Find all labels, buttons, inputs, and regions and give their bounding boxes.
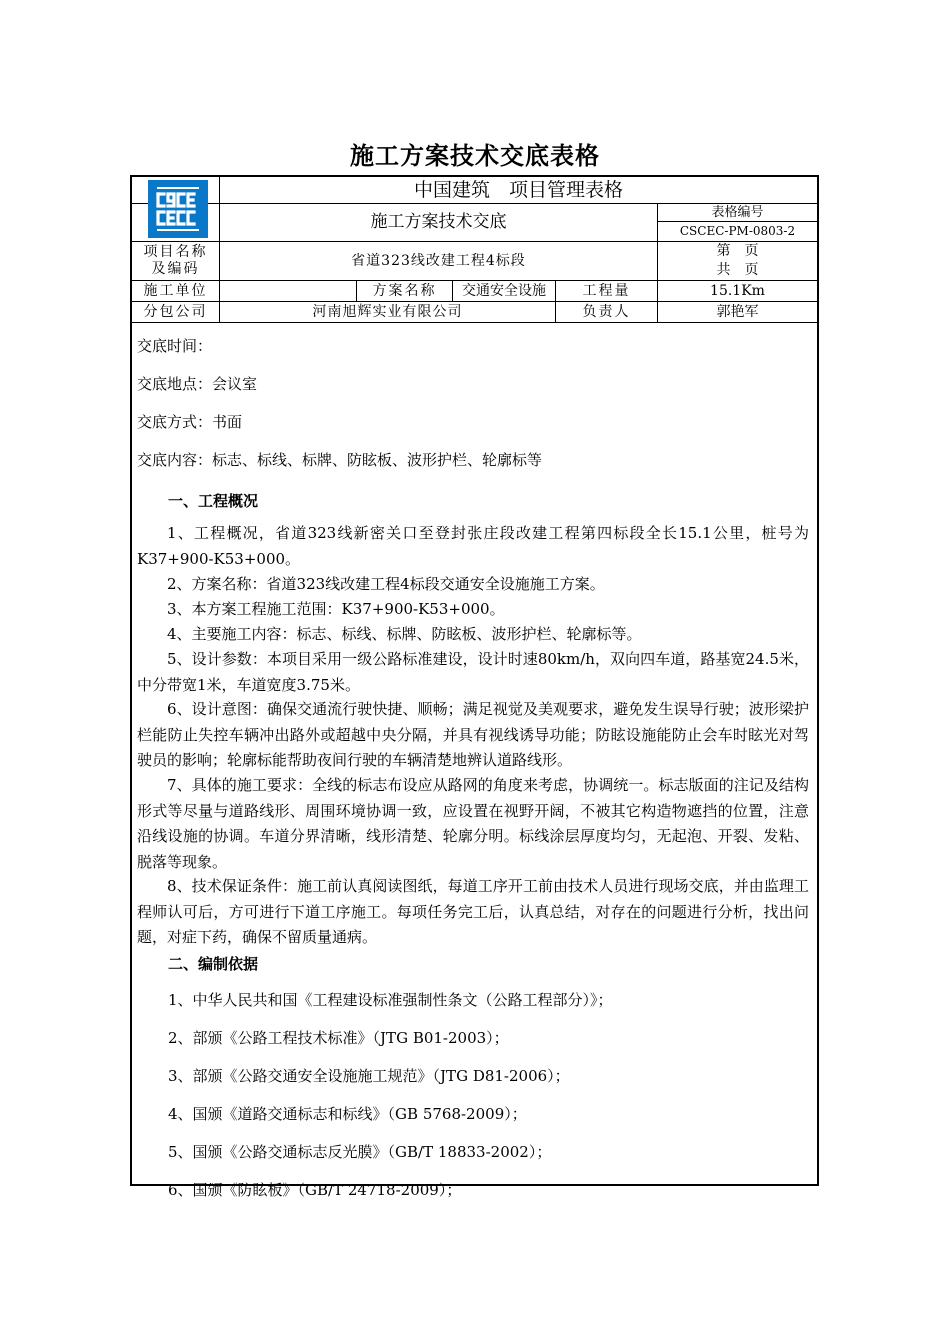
para-4: 4、主要施工内容：标志、标线、标牌、防眩板、波形护栏、轮廓标等。: [167, 625, 642, 643]
quantity-value: 15.1Km: [710, 282, 765, 299]
page-number: 第 页: [716, 243, 759, 259]
org-title: 中国建筑 项目管理表格: [413, 178, 623, 201]
para-3: 3、本方案工程施工范围：K37+900-K53+000。: [167, 600, 505, 618]
reference-item: 4、国颁《道路交通标志和标线》（GB 5768-2009）；: [168, 1105, 527, 1123]
section1-heading: 一、工程概况: [168, 492, 259, 510]
project-label: 项目名称 及编码: [143, 244, 208, 277]
sub-value: 河南旭辉实业有限公司: [312, 303, 463, 320]
form-table: [130, 175, 819, 1199]
project-value: 省道323线改建工程4标段: [351, 252, 526, 269]
resp-label: 负责人: [582, 303, 631, 320]
reference-item: 3、部颁《公路交通安全设施施工规范》（JTG D81-2006）；: [168, 1067, 570, 1085]
form-code: CSCEC-PM-0803-2: [679, 224, 796, 238]
cscec-logo: [148, 180, 208, 238]
unit-value: [220, 281, 356, 301]
para-8: 8、技术保证条件：施工前认真阅读图纸，每道工序开工前由技术人员进行现场交底，并由监理工程师认可后，方可进行下道工序施工。每项任务完工后，认真总结，对存在的问题进行分析，找出问题，对症下药，确保不留质量通病。: [137, 877, 809, 946]
plan-value: 交通安全设施: [462, 282, 546, 299]
section2-heading: 二、编制依据: [168, 955, 259, 973]
reference-item: 1、中华人民共和国《工程建设标准强制性条文（公路工程部分）》；: [168, 991, 613, 1009]
page-total: 共 页: [716, 262, 759, 278]
form-code-label: 表格编号: [711, 205, 764, 220]
sub-label: 分包公司: [143, 303, 208, 320]
para-1: 1、工程概况，省道323线新密关口至登封张庄段改建工程第四标段全长15.1公里，桩号为K37+900-K53+000。: [137, 524, 809, 568]
reference-item: 2、部颁《公路工程技术标准》（JTG B01-2003）；: [168, 1029, 509, 1047]
document-title: 施工方案技术交底表格: [350, 141, 600, 170]
quantity-label: 工程量: [582, 282, 631, 299]
form-name: 施工方案技术交底: [370, 212, 507, 232]
meta-place: 交底地点：会议室: [137, 375, 258, 393]
plan-label: 方案名称: [372, 282, 437, 299]
resp-value: 郭艳军: [716, 303, 759, 320]
meta-content: 交底内容：标志、标线、标牌、防眩板、波形护栏、轮廓标等: [137, 451, 543, 469]
meta-method: 交底方式：书面: [137, 413, 243, 431]
reference-item: 6、国颁《防眩板》（GB/T 24718-2009）；: [168, 1181, 462, 1199]
reference-item: 5、国颁《公路交通标志反光膜》（GB/T 18833-2002）；: [168, 1143, 552, 1161]
disclosure-body: [137, 323, 813, 1199]
meta-time: 交底时间：: [137, 337, 213, 355]
para-2: 2、方案名称：省道323线改建工程4标段交通安全设施施工方案。: [167, 575, 605, 593]
para-6: 6、设计意图：确保交通流行驶快捷、顺畅；满足视觉及美观要求，避免发生误导行驶；波形梁护栏能防止失控车辆冲出路外或超越中央分隔，并具有视线诱导功能；防眩设施能防止会车时眩光对驾驶员的影响；轮廓标能帮助夜间行驶的车辆清楚地辨认道路线形。: [137, 700, 809, 769]
unit-label: 施工单位: [143, 282, 208, 299]
para-5: 5、设计参数：本项目采用一级公路标准建设，设计时速80km/h，双向四车道，路基宽24.5米，中分带宽1米，车道宽度3.75米。: [137, 650, 809, 694]
para-7: 7、具体的施工要求：全线的标志布设应从路网的角度来考虑，协调统一。标志版面的注记及结构形式等尽量与道路线形、周围环境协调一致，应设置在视野开阔，不被其它构造物遮挡的位置，注意沿线设施的协调。车道分界清晰，线形清楚、轮廓分明。标线涂层厚度均匀，无起泡、开裂、发粘、脱落等现象。: [137, 776, 809, 871]
